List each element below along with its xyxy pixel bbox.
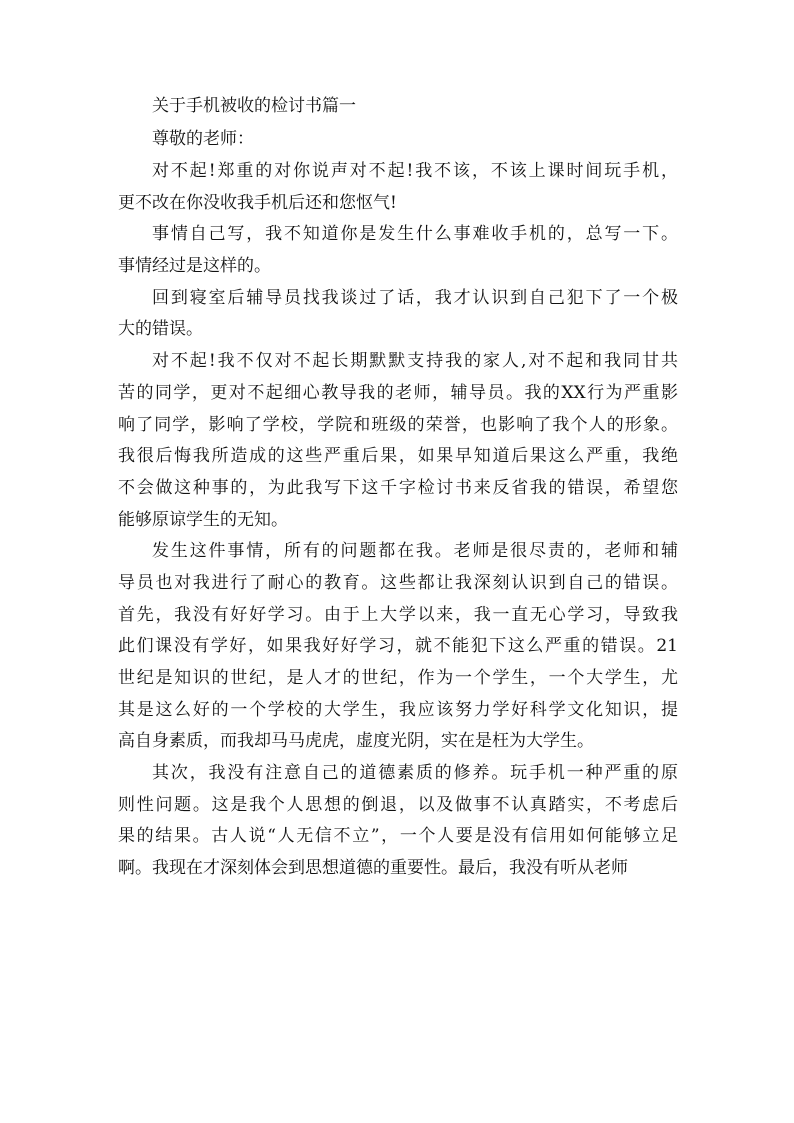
paragraph-line: 我很后悔我所造成的这些严重后果，如果早知道后果这么严重，我绝 <box>118 446 678 467</box>
paragraph-line: 能够原谅学生的无知。 <box>118 509 288 530</box>
document-title: 关于手机被收的检讨书篇一 <box>152 96 356 116</box>
paragraph-line: 苦的同学，更对不起细心教导我的老师，辅导员。我的XX行为严重影 <box>118 382 678 403</box>
paragraph-line: 其次，我没有注意自己的道德素质的修养。玩手机一种严重的原 <box>152 763 678 784</box>
paragraph <box>118 283 678 346</box>
paragraph-line: 世纪是知识的世纪，是人才的世纪，作为一个学生，一个大学生，尤 <box>118 668 678 688</box>
paragraph-line: 事情自己写，我不知道你是发生什么事难收手机的，总写一下。 <box>152 224 678 245</box>
paragraph-line: 则性问题。这是我个人思想的倒退，以及做事不认真踏实，不考虑后 <box>118 794 678 815</box>
paragraph-line: 对不起!郑重的对你说声对不起!我不该，不该上课时间玩手机， <box>152 161 678 181</box>
paragraph-line: 啊。我现在才深刻体会到思想道德的重要性。最后，我没有听从老师 <box>118 858 628 879</box>
paragraph <box>118 536 678 758</box>
document-body <box>118 156 678 885</box>
paragraph-line: 果的结果。古人说“人无信不立”，一个人要是没有信用如何能够立足 <box>118 826 678 847</box>
document-page <box>118 90 678 885</box>
paragraph-line: 回到寝室后辅导员找我谈过了话，我才认识到自己犯下了一个极 <box>152 287 678 308</box>
paragraph-line: 发生这件事情，所有的问题都在我。老师是很尽责的，老师和辅 <box>152 541 678 562</box>
paragraph-line: 大的错误。 <box>118 319 203 340</box>
paragraph-line: 其是这么好的一个学校的大学生，我应该努力学好科学文化知识，提 <box>118 699 678 720</box>
paragraph-line: 高自身素质，而我却马马虎虎，虚度光阴，实在是枉为大学生。 <box>118 731 594 752</box>
paragraph <box>118 156 678 219</box>
paragraph-line: 此们课没有学好，如果我好好学习，就不能犯下这么严重的错误。21 <box>118 636 678 657</box>
paragraph-line: 事情经过是这样的。 <box>118 256 271 277</box>
paragraph-line: 不会做这种事的，为此我写下这千字检讨书来反省我的错误，希望您 <box>118 477 678 498</box>
paragraph <box>118 219 678 282</box>
paragraph-line: 对不起!我不仅对不起长期默默支持我的家人,对不起和我同甘共 <box>152 351 678 372</box>
paragraph <box>118 758 678 885</box>
paragraph-line: 导员也对我进行了耐心的教育。这些都让我深刻认识到自己的错误。 <box>118 572 678 593</box>
paragraph-line: 响了同学，影响了学校，学院和班级的荣誉，也影响了我个人的形象。 <box>118 414 678 435</box>
paragraph-line: 首先，我没有好好学习。由于上大学以来，我一直无心学习，导致我 <box>118 604 678 625</box>
paragraph <box>118 346 678 536</box>
salutation: 尊敬的老师： <box>152 129 254 149</box>
paragraph-line: 更不改在你没收我手机后还和您怄气! <box>118 192 397 213</box>
